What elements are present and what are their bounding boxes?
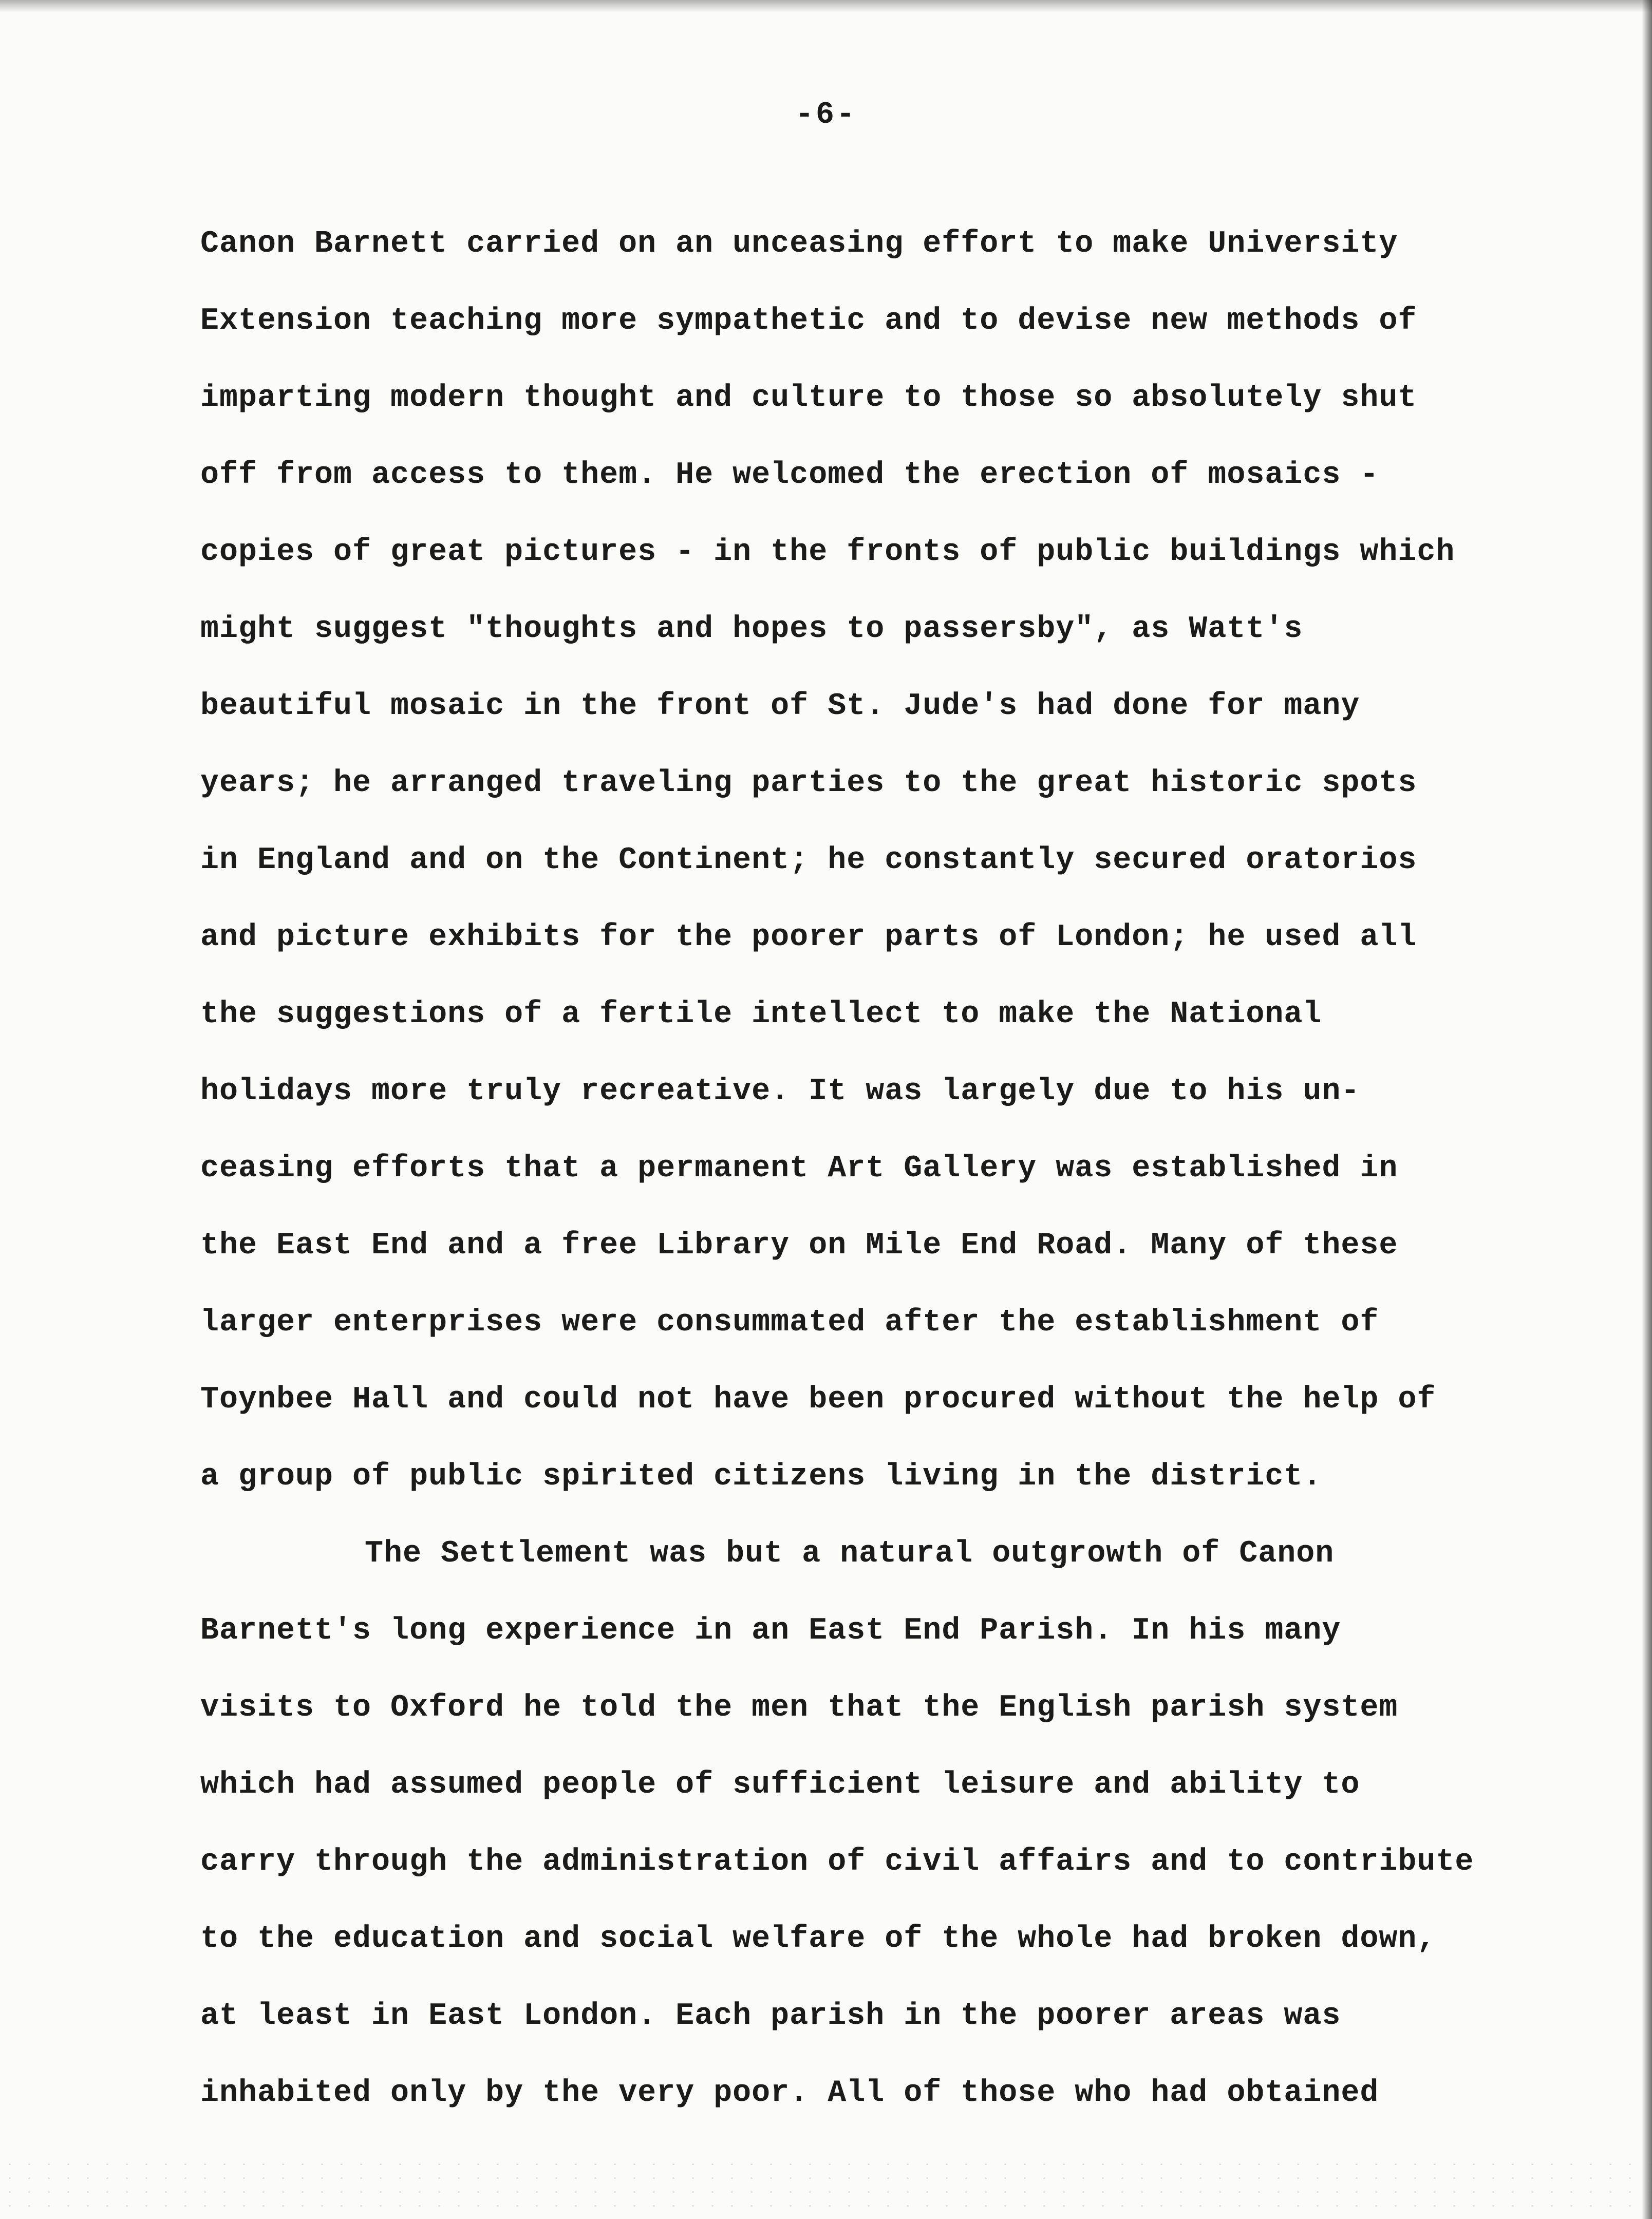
- scan-dust-specks: [0, 2157, 1652, 2219]
- text-line: ceasing efforts that a permanent Art Gallery was established in: [200, 1151, 1398, 1186]
- text-line: copies of great pictures - in the fronts of public buildings which: [200, 535, 1455, 570]
- text-line: imparting modern thought and culture to those so absolutely shut: [200, 381, 1417, 416]
- text-line: beautiful mosaic in the front of St. Jude's had done for many: [200, 689, 1360, 724]
- text-line: the East End and a free Library on Mile End Road. Many of these: [200, 1228, 1398, 1263]
- text-line: visits to Oxford he told the men that the English parish system: [200, 1690, 1398, 1725]
- page-number: -6-: [795, 98, 857, 133]
- text-line: Barnett's long experience in an East End Parish. In his many: [200, 1613, 1341, 1648]
- text-line: might suggest "thoughts and hopes to passersby", as Watt's: [200, 612, 1303, 647]
- text-line: The Settlement was but a natural outgrowth of Canon: [365, 1536, 1335, 1571]
- text-line: which had assumed people of sufficient leisure and ability to: [200, 1767, 1360, 1802]
- text-line: off from access to them. He welcomed the erection of mosaics -: [200, 458, 1379, 493]
- text-line: Extension teaching more sympathetic and to devise new methods of: [200, 304, 1417, 339]
- text-line: at least in East London. Each parish in the poorer areas was: [200, 1999, 1341, 2034]
- text-line: in England and on the Continent; he constantly secured oratorios: [200, 843, 1417, 878]
- paragraph: [200, 1515, 1567, 2132]
- text-line: the suggestions of a fertile intellect to make the National: [200, 997, 1322, 1032]
- text-line: years; he arranged traveling parties to the great historic spots: [200, 766, 1417, 801]
- text-line: Canon Barnett carried on an unceasing effort to make University: [200, 227, 1398, 261]
- text-line: inhabited only by the very poor. All of those who had obtained: [200, 2076, 1379, 2111]
- text-line: to the education and social welfare of the whole had broken down,: [200, 1922, 1436, 1957]
- text-line: holidays more truly recreative. It was largely due to his un-: [200, 1074, 1360, 1109]
- text-line: and picture exhibits for the poorer parts of London; he used all: [200, 920, 1417, 955]
- text-line: Toynbee Hall and could not have been procured without the help of: [200, 1382, 1436, 1417]
- text-line: a group of public spirited citizens living in the district.: [200, 1459, 1322, 1494]
- scan-right-edge: [1642, 0, 1652, 2219]
- text-line: larger enterprises were consummated after the establishment of: [200, 1305, 1379, 1340]
- paragraph: [200, 205, 1567, 1515]
- text-line: carry through the administration of civil affairs and to contribute: [200, 1845, 1474, 1879]
- body-text: [200, 205, 1567, 2132]
- scan-top-edge: [0, 0, 1652, 12]
